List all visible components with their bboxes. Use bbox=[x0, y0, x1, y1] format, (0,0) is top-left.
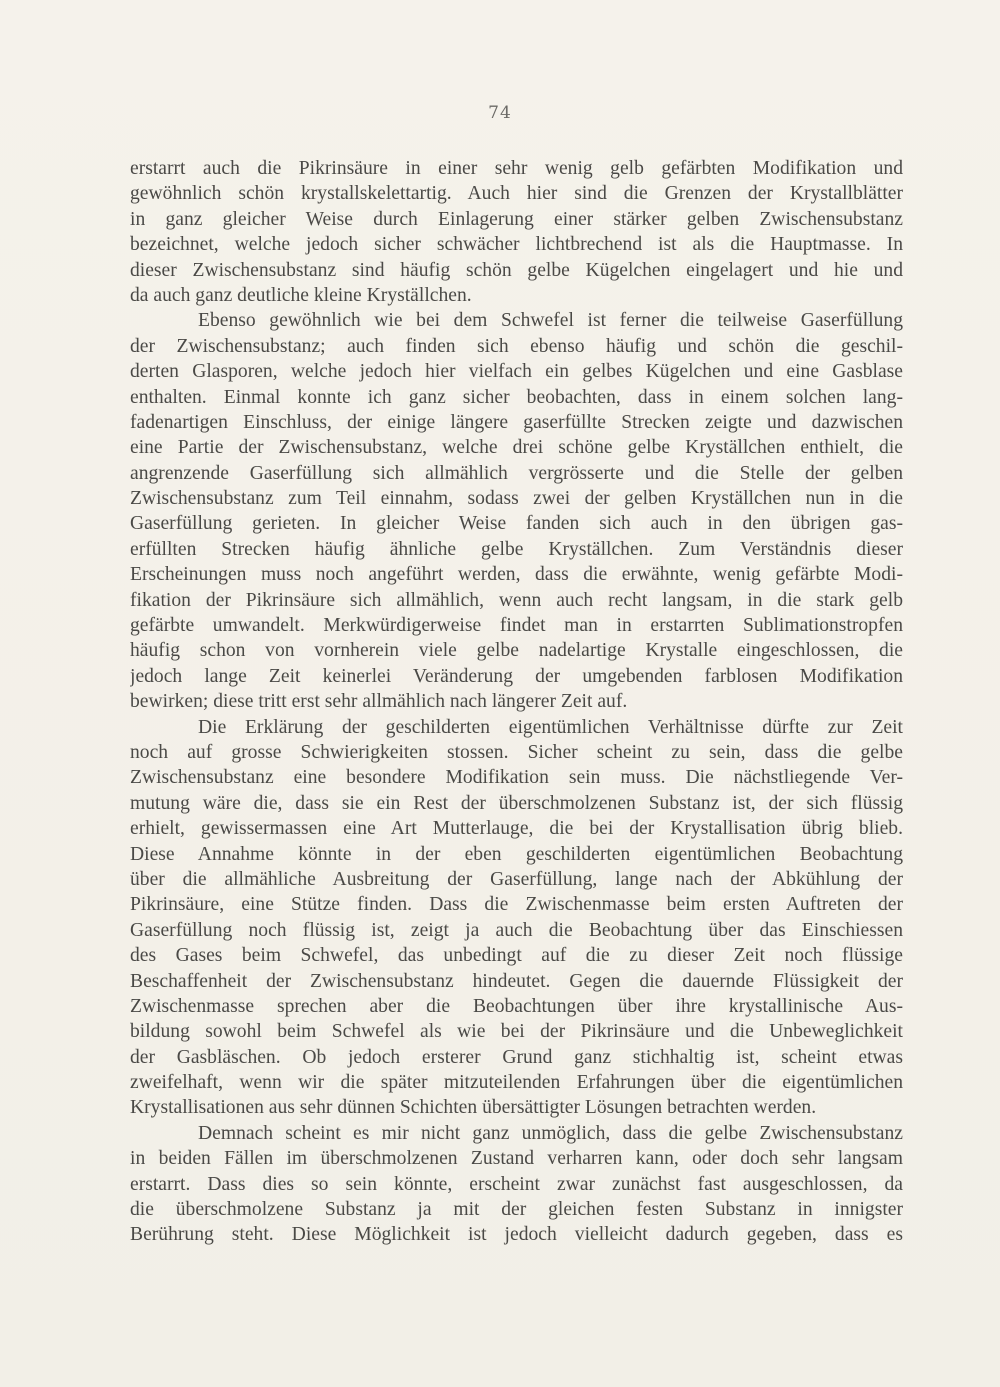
text-line: Krystallisationen aus sehr dünnen Schichten übersättigter Lösungen betrachten werden. bbox=[130, 1097, 817, 1119]
text-line: noch auf grosse Schwierigkeiten stossen. Sicher scheint zu sein, dass die gelbe bbox=[130, 741, 903, 763]
page-number: 74 bbox=[488, 103, 512, 123]
text-line: erstarrt auch die Pikrinsäure in einer sehr wenig gelb gefärbten Modifikation und bbox=[130, 158, 903, 179]
text-line: des Gases beim Schwefel, das unbedingt auf die zu dieser Zeit noch flüssige bbox=[130, 945, 903, 967]
text-line: Zwischenmasse sprechen aber die Beobachtungen über ihre krystallinische Aus- bbox=[130, 995, 903, 1017]
text-line: gefärbte umwandelt. Merkwürdigerweise findet man in erstarrten Sublimationstropfen bbox=[130, 615, 903, 637]
text-line: eine Partie der Zwischensubstanz, welche drei schöne gelbe Kryställchen enthielt, die bbox=[130, 437, 903, 459]
text-line: über die allmähliche Ausbreitung der Gaserfüllung, lange nach der Abkühlung der bbox=[130, 868, 903, 890]
text-line: dieser Zwischensubstanz sind häufig schön gelbe Kügelchen eingelagert und hie und bbox=[130, 259, 903, 281]
text-line: Demnach scheint es mir nicht ganz unmöglich, dass die gelbe Zwischensubstanz bbox=[198, 1122, 903, 1144]
text-line: Berührung steht. Diese Möglichkeit ist jedoch vielleicht dadurch gegeben, dass es bbox=[130, 1224, 903, 1246]
text-line: erstarrt. Dass dies so sein könnte, erscheint zwar zunächst fast ausgeschlossen, da bbox=[130, 1173, 903, 1195]
text-line: die überschmolzene Substanz ja mit der gleichen festen Substanz in innigster bbox=[130, 1199, 903, 1221]
text-line: Ebenso gewöhnlich wie bei dem Schwefel ist ferner die teilweise Gaserfüllung bbox=[198, 310, 903, 332]
text-line: Zwischensubstanz eine besondere Modifikation sein muss. Die nächstliegende Ver- bbox=[130, 767, 903, 789]
text-line: Gaserfüllung noch flüssig ist, zeigt ja auch die Beobachtung über das Einschiessen bbox=[130, 919, 903, 941]
text-line: bezeichnet, welche jedoch sicher schwächer lichtbrechend ist als die Hauptmasse. In bbox=[130, 234, 903, 256]
text-line: Diese Annahme könnte in der eben geschilderten eigentümlichen Beobachtung bbox=[130, 843, 903, 865]
text-line: bildung sowohl beim Schwefel als wie bei der Pikrinsäure und die Unbeweglichkeit bbox=[130, 1021, 903, 1043]
text-line: Pikrinsäure, eine Stütze finden. Dass die Zwischenmasse beim ersten Auftreten der bbox=[130, 894, 903, 916]
text-line: enthalten. Einmal konnte ich ganz sicher beobachten, dass in einem solchen lang- bbox=[130, 386, 903, 408]
text-line: bewirken; diese tritt erst sehr allmählich nach längerer Zeit auf. bbox=[130, 691, 628, 713]
text-line: erfüllten Strecken häufig ähnliche gelbe Kryställchen. Zum Verständnis dieser bbox=[130, 538, 903, 560]
text-line: häufig schon von vornherein viele gelbe nadelartige Krystalle eingeschlossen, die bbox=[130, 640, 903, 662]
text-line: Erscheinungen muss noch angeführt werden, dass die erwähnte, wenig gefärbte Modi- bbox=[130, 564, 903, 586]
text-line: in beiden Fällen im überschmolzenen Zustand verharren kann, oder doch sehr langsam bbox=[130, 1148, 903, 1170]
text-line: fadenartigen Einschluss, der einige längere gaserfüllte Strecken zeigte und dazwischen bbox=[130, 411, 903, 433]
text-line: Beschaffenheit der Zwischensubstanz hindeutet. Gegen die dauernde Flüssigkeit der bbox=[130, 970, 903, 992]
text-line: angrenzende Gaserfüllung sich allmählich vergrösserte und die Stelle der gelben bbox=[130, 462, 903, 484]
text-line: jedoch lange Zeit keinerlei Veränderung der umgebenden farblosen Modifikation bbox=[130, 665, 903, 687]
text-line: mutung wäre die, dass sie ein Rest der überschmolzenen Substanz ist, der sich flüssig bbox=[130, 792, 903, 814]
text-line: der Gasbläschen. Ob jedoch ersterer Grund ganz stichhaltig ist, scheint etwas bbox=[130, 1046, 903, 1068]
text-line: der Zwischensubstanz; auch finden sich ebenso häufig und schön die geschil- bbox=[130, 335, 903, 357]
text-line: gewöhnlich schön krystallskelettartig. Auch hier sind die Grenzen der Krystallblätter bbox=[130, 183, 903, 205]
text-line: zweifelhaft, wenn wir die später mitzuteilenden Erfahrungen über die eigentümlichen bbox=[130, 1072, 903, 1094]
body-text bbox=[130, 156, 903, 1248]
text-line: Die Erklärung der geschilderten eigentümlichen Verhältnisse dürfte zur Zeit bbox=[198, 716, 903, 738]
text-line: derten Glasporen, welche jedoch hier vielfach ein gelbes Kügelchen und eine Gasblase bbox=[130, 361, 903, 383]
text-line: da auch ganz deutliche kleine Kryställchen. bbox=[130, 284, 472, 306]
text-line: fikation der Pikrinsäure sich allmählich, wenn auch recht langsam, in die stark gelb bbox=[130, 589, 903, 611]
text-line: Gaserfüllung gerieten. In gleicher Weise fanden sich auch in den übrigen gas- bbox=[130, 513, 903, 535]
text-line: erhielt, gewissermassen eine Art Mutterlauge, die bei der Krystallisation übrig blieb. bbox=[130, 818, 903, 840]
text-line: in ganz gleicher Weise durch Einlagerung einer stärker gelben Zwischensubstanz bbox=[130, 208, 903, 230]
text-line: Zwischensubstanz zum Teil einnahm, sodass zwei der gelben Kryställchen nun in die bbox=[130, 488, 903, 510]
